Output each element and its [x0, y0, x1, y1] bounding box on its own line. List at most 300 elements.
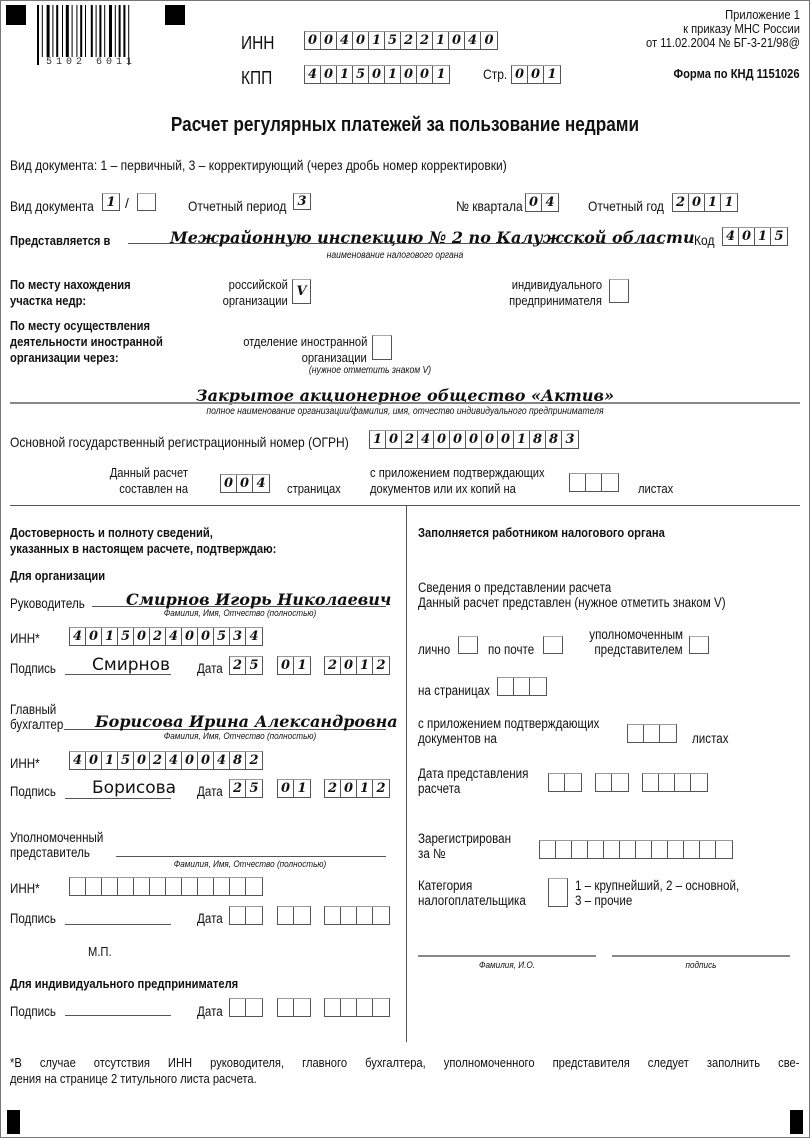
submission-info [418, 580, 726, 610]
accountant-date-day-cells[interactable] [229, 779, 263, 798]
representative-inn-label: ИНН* [10, 881, 40, 896]
digit-cell[interactable] [341, 907, 357, 924]
digit-cell[interactable]: 5 [118, 752, 134, 769]
ip-label-line: предпринимателя [509, 293, 602, 308]
director-label: Руководитель [10, 596, 85, 611]
digit-cell[interactable]: 1 [436, 67, 446, 82]
officer-pages-cells[interactable] [497, 677, 547, 696]
foreign-label-line: По месту осуществления [10, 318, 150, 333]
digit-cell[interactable]: 2 [230, 657, 246, 674]
quarter-label: № квартала [456, 198, 523, 214]
location-label [10, 277, 131, 309]
representative-date-label: Дата [197, 911, 223, 926]
organization-name[interactable]: Закрытое акционерное общество «Актив» [196, 386, 614, 405]
header-kpp-cells[interactable] [304, 65, 450, 84]
digit-cell[interactable]: 4 [256, 476, 266, 491]
category-label [418, 878, 526, 908]
digit-cell[interactable] [660, 725, 676, 742]
digit-cell[interactable] [230, 999, 246, 1016]
director-name[interactable]: Смирнов Игорь Николаевич [126, 590, 392, 609]
appendix-line: Приложение 1 [725, 7, 800, 22]
submission-date-label-line: Дата представления [418, 766, 529, 781]
digit-cell[interactable] [716, 841, 732, 858]
barcode-bar [66, 5, 69, 57]
digit-cell[interactable] [556, 841, 572, 858]
accountant-label-line: Главный [10, 702, 57, 717]
digit-cell[interactable] [570, 474, 586, 491]
category-hint-line: 3 – прочие [575, 893, 633, 908]
digit-cell[interactable] [700, 841, 716, 858]
pages-label-line: составлен на [119, 481, 188, 496]
digit-cell[interactable]: 1 [755, 228, 771, 245]
category-hint [575, 878, 739, 908]
digit-cell[interactable]: 4 [249, 629, 259, 644]
digit-cell[interactable] [668, 841, 684, 858]
barcode-bar [119, 5, 121, 57]
barcode-bar [128, 5, 129, 65]
digit-cell[interactable]: 0 [482, 431, 498, 448]
accountant-inn-cells[interactable] [69, 751, 263, 770]
digit-cell[interactable] [602, 474, 618, 491]
appendix-line: к приказу МНС России [683, 21, 800, 36]
digit-cell[interactable]: 2 [673, 194, 689, 211]
representative-date-year-cells[interactable] [324, 906, 390, 925]
digit-cell[interactable]: 0 [341, 657, 357, 674]
organization-underline [10, 402, 800, 404]
digit-cell[interactable] [278, 999, 294, 1016]
digit-cell[interactable] [565, 774, 581, 791]
digit-cell[interactable]: 1 [369, 32, 385, 49]
digit-cell[interactable] [644, 725, 660, 742]
ip-sign-label: Подпись [10, 1004, 56, 1019]
category-field[interactable] [548, 878, 568, 907]
digit-cell[interactable]: 5 [249, 658, 259, 673]
appendix-note [621, 8, 800, 50]
representative-caption: Фамилия, Имя, Отчество (полностью) [173, 859, 327, 870]
digit-cell[interactable]: 0 [341, 780, 357, 797]
confirm-heading [10, 525, 276, 557]
year-cells[interactable] [672, 193, 738, 212]
attach-label-line: с приложением подтверждающих [370, 465, 545, 480]
barcode-bar [52, 5, 53, 57]
digit-cell[interactable] [134, 878, 150, 895]
officer-fio-underline[interactable] [418, 955, 596, 957]
digit-cell[interactable]: 1 [547, 67, 557, 82]
digit-cell[interactable] [214, 878, 230, 895]
footnote-line: *В случае отсутствия ИНН руководителя, главного бухгалтера, уполномоченного представителя следует заполнить све- [10, 1055, 800, 1070]
digit-cell[interactable]: 1 [102, 628, 118, 645]
digit-cell[interactable]: 0 [134, 628, 150, 645]
digit-cell[interactable]: 0 [198, 628, 214, 645]
barcode-bar [109, 5, 112, 57]
digit-cell[interactable] [86, 878, 102, 895]
correction-number-field[interactable] [137, 193, 156, 211]
digit-cell[interactable]: 0 [369, 66, 385, 83]
digit-cell[interactable]: 4 [70, 628, 86, 645]
mark-hint: (нужное отметить знаком V) [308, 365, 432, 376]
digit-cell[interactable] [373, 907, 389, 924]
year-label: Отчетный год [588, 198, 664, 214]
digit-cell[interactable] [150, 878, 166, 895]
ip-label-line: индивидуального [511, 277, 602, 292]
in-person-checkbox[interactable] [458, 636, 478, 654]
corner-marker-bottom-left [7, 1110, 20, 1134]
digit-cell[interactable] [198, 878, 214, 895]
digit-cell[interactable]: 0 [134, 752, 150, 769]
digit-cell[interactable] [373, 999, 389, 1016]
digit-cell[interactable]: 5 [214, 628, 230, 645]
doc-type-hint: Вид документа: 1 – первичный, 3 – корректирующий (через дробь номер корректировки) [10, 157, 507, 173]
barcode-bar [72, 5, 73, 57]
digit-cell[interactable]: 4 [70, 752, 86, 769]
digit-cell[interactable]: 0 [353, 32, 369, 49]
russian-org-checkbox[interactable]: V [292, 279, 311, 304]
digit-cell[interactable]: 2 [401, 32, 417, 49]
doc-type-label: Вид документа [10, 198, 94, 214]
tax-officer-heading: Заполняется работником налогового органа [418, 525, 665, 540]
digit-cell[interactable] [498, 678, 514, 695]
digit-cell[interactable] [294, 999, 310, 1016]
by-representative-checkbox[interactable] [689, 636, 709, 654]
representative-sign-label: Подпись [10, 911, 56, 926]
accountant-sign-label: Подпись [10, 784, 56, 799]
digit-cell[interactable]: 1 [370, 431, 386, 448]
foreign-branch-checkbox[interactable] [372, 335, 392, 360]
digit-cell[interactable]: 0 [512, 66, 528, 83]
accountant-caption: Фамилия, Имя, Отчество (полностью) [163, 731, 317, 742]
director-inn-cells[interactable] [69, 627, 263, 646]
digit-cell[interactable] [684, 841, 700, 858]
digit-cell[interactable]: 5 [774, 229, 784, 244]
tax-authority-name[interactable]: Межрайонную инспекцию № 2 по Калужской области [170, 228, 695, 247]
submission-date-year-cells[interactable] [642, 773, 708, 792]
period-label: Отчетный период [188, 198, 287, 214]
digit-cell[interactable]: 2 [150, 628, 166, 645]
ip-sign-underline[interactable] [65, 1015, 171, 1016]
accountant-inn-label: ИНН* [10, 756, 40, 771]
digit-cell[interactable]: 0 [221, 475, 237, 492]
digit-cell[interactable] [70, 878, 86, 895]
director-date-label: Дата [197, 661, 223, 676]
digit-cell[interactable] [620, 841, 636, 858]
digit-cell[interactable]: 8 [230, 752, 246, 769]
digit-cell[interactable] [691, 774, 707, 791]
digit-cell[interactable] [246, 878, 262, 895]
corner-marker-top-right [165, 5, 185, 25]
digit-cell[interactable]: 4 [214, 752, 230, 769]
barcode-bar [96, 5, 97, 57]
digit-cell[interactable]: 1 [514, 431, 530, 448]
digit-cell[interactable]: 1 [297, 658, 307, 673]
header-inn-cells[interactable] [304, 31, 498, 50]
digit-cell[interactable] [612, 774, 628, 791]
digit-cell[interactable] [628, 725, 644, 742]
ip-checkbox[interactable] [609, 279, 629, 303]
digit-cell[interactable]: 4 [337, 32, 353, 49]
digit-cell[interactable] [357, 999, 373, 1016]
digit-cell[interactable] [341, 999, 357, 1016]
barcode-number: 5102 6011 [46, 57, 137, 68]
digit-cell[interactable] [357, 907, 373, 924]
digit-cell[interactable]: 1 [337, 66, 353, 83]
page-number-cells[interactable] [511, 65, 561, 84]
digit-cell[interactable]: 0 [321, 66, 337, 83]
attach-label [370, 465, 545, 497]
digit-cell[interactable]: 4 [723, 228, 739, 245]
confirm-heading-line: указанных в настоящем расчете, подтверждаю: [10, 541, 277, 556]
digit-cell[interactable]: 4 [305, 66, 321, 83]
digit-cell[interactable] [246, 999, 262, 1016]
foreign-label-line: деятельности иностранной [10, 334, 163, 349]
digit-cell[interactable]: 2 [325, 657, 341, 674]
digit-cell[interactable]: 4 [418, 431, 434, 448]
digit-cell[interactable]: 0 [401, 66, 417, 83]
digit-cell[interactable]: 0 [321, 32, 337, 49]
barcode-bar [91, 5, 93, 57]
digit-cell[interactable]: 2 [325, 780, 341, 797]
accountant-date-label: Дата [197, 784, 223, 799]
representative-inn-cells[interactable] [69, 877, 263, 896]
form-code: Форма по КНД 1151026 [673, 66, 800, 81]
representative-label-line: Уполномоченный [10, 830, 104, 845]
digit-cell[interactable]: 5 [118, 628, 134, 645]
submission-info-line: Сведения о представлении расчета [418, 580, 612, 595]
accountant-label [10, 702, 63, 732]
foreign-branch-label-line: организации [301, 350, 367, 365]
digit-cell[interactable]: 3 [230, 628, 246, 645]
digit-cell[interactable] [675, 774, 691, 791]
digit-cell[interactable] [182, 878, 198, 895]
digit-cell[interactable]: 0 [198, 752, 214, 769]
digit-cell[interactable]: 2 [417, 32, 433, 49]
director-caption: Фамилия, Имя, Отчество (полностью) [163, 608, 317, 619]
digit-cell[interactable]: 0 [739, 228, 755, 245]
accountant-date-year-cells[interactable] [324, 779, 390, 798]
attachment-sheets-cells[interactable] [569, 473, 619, 492]
section-divider [10, 505, 800, 506]
header-kpp-label: КПП [241, 68, 273, 88]
digit-cell[interactable] [586, 474, 602, 491]
digit-cell[interactable]: 2 [402, 431, 418, 448]
digit-cell[interactable]: 0 [449, 32, 465, 49]
digit-cell[interactable] [294, 907, 310, 924]
digit-cell[interactable]: 0 [528, 66, 544, 83]
digit-cell[interactable]: 0 [450, 431, 466, 448]
digit-cell[interactable] [549, 774, 565, 791]
digit-cell[interactable] [325, 999, 341, 1016]
footnote [10, 1055, 800, 1087]
confirm-heading-line: Достоверность и полноту сведений, [10, 525, 213, 540]
digit-cell[interactable]: 0 [86, 628, 102, 645]
digit-cell[interactable]: 0 [689, 194, 705, 211]
digit-cell[interactable]: 3 [565, 432, 575, 447]
digit-cell[interactable]: 0 [237, 475, 253, 492]
digit-cell[interactable]: 1 [705, 194, 721, 211]
digit-cell[interactable] [652, 841, 668, 858]
digit-cell[interactable]: 0 [526, 194, 542, 211]
ogrn-cells[interactable] [369, 430, 579, 449]
page-label: Стр. [483, 66, 508, 82]
digit-cell[interactable] [604, 841, 620, 858]
registration-number-cells[interactable] [539, 840, 733, 859]
for-ip-heading: Для индивидуального предпринимателя [10, 976, 239, 991]
digit-cell[interactable]: 1 [297, 781, 307, 796]
digit-cell[interactable]: 0 [278, 657, 294, 674]
digit-cell[interactable] [659, 774, 675, 791]
officer-attach-label [418, 716, 599, 746]
attach-label-line: документов или их копий на [370, 481, 516, 496]
digit-cell[interactable] [588, 841, 604, 858]
ip-date-month-cells[interactable] [277, 998, 311, 1017]
representative-date-day-cells[interactable] [229, 906, 263, 925]
submission-info-line: Данный расчет представлен (нужное отметить знаком V) [418, 595, 726, 610]
digit-cell[interactable]: 5 [353, 66, 369, 83]
ip-date-label: Дата [197, 1004, 223, 1019]
digit-cell[interactable]: 1 [433, 32, 449, 49]
digit-cell[interactable]: 0 [466, 431, 482, 448]
digit-cell[interactable]: 4 [166, 628, 182, 645]
director-date-day-cells[interactable] [229, 656, 263, 675]
officer-sign-underline[interactable] [612, 955, 790, 957]
digit-cell[interactable]: 1 [357, 780, 373, 797]
on-pages-label: на страницах [418, 683, 490, 698]
officer-fio-caption: Фамилия, И.О. [479, 960, 535, 971]
digit-cell[interactable] [643, 774, 659, 791]
representative-name-underline[interactable] [116, 856, 386, 857]
pages-label-line: Данный расчет [109, 465, 188, 480]
digit-cell[interactable] [230, 878, 246, 895]
director-sign-label: Подпись [10, 661, 56, 676]
russian-org-label-line: организации [222, 293, 288, 308]
representative-label [10, 830, 103, 860]
digit-cell[interactable] [540, 841, 556, 858]
digit-cell[interactable] [636, 841, 652, 858]
digit-cell[interactable] [118, 878, 134, 895]
digit-cell[interactable] [530, 678, 546, 695]
director-signature[interactable]: Смирнов [92, 655, 171, 675]
digit-cell[interactable]: 1 [385, 66, 401, 83]
period-field[interactable]: 3 [293, 193, 311, 210]
digit-cell[interactable]: 0 [182, 628, 198, 645]
director-date-month-cells[interactable] [277, 656, 311, 675]
foreign-label [10, 318, 163, 366]
barcode-bar [47, 5, 50, 57]
accountant-signature[interactable]: Борисова [92, 778, 177, 798]
digit-cell[interactable]: 4 [545, 195, 555, 210]
barcode-bar [37, 5, 39, 65]
digit-cell[interactable]: 0 [278, 780, 294, 797]
digit-cell[interactable]: 0 [305, 32, 321, 49]
location-label-line: участка недр: [10, 293, 87, 308]
digit-cell[interactable]: 0 [386, 431, 402, 448]
header-inn-label: ИНН [241, 33, 275, 53]
digit-cell[interactable]: 5 [385, 32, 401, 49]
foreign-label-line: организации через: [10, 350, 119, 365]
digit-cell[interactable]: 4 [465, 32, 481, 49]
digit-cell[interactable]: 5 [249, 781, 259, 796]
foreign-branch-label-line: отделение иностранной [242, 334, 367, 349]
column-divider [406, 505, 407, 1042]
representative-date-month-cells[interactable] [277, 906, 311, 925]
digit-cell[interactable]: 2 [376, 658, 386, 673]
digit-cell[interactable]: 0 [86, 752, 102, 769]
ip-date-day-cells[interactable] [229, 998, 263, 1017]
officer-attach-cells[interactable] [627, 724, 677, 743]
category-label-line: налогоплательщика [418, 893, 526, 908]
digit-cell[interactable] [246, 907, 262, 924]
registered-label-line: за № [418, 846, 446, 861]
pages-count-cells[interactable] [220, 474, 270, 493]
for-organization-heading: Для организации [10, 568, 106, 583]
digit-cell[interactable]: 0 [434, 431, 450, 448]
representative-sign-underline[interactable] [65, 924, 171, 925]
submission-date-day-cells[interactable] [548, 773, 582, 792]
digit-cell[interactable]: 1 [102, 752, 118, 769]
digit-cell[interactable] [572, 841, 588, 858]
digit-cell[interactable]: 2 [376, 781, 386, 796]
barcode-bar [80, 5, 82, 57]
digit-cell[interactable]: 0 [484, 33, 494, 48]
digit-cell[interactable] [102, 878, 118, 895]
footnote-line: дения на странице 2 титульного листа расчета. [10, 1071, 257, 1086]
accountant-sign-underline [65, 798, 171, 799]
registered-label [418, 831, 511, 861]
barcode-bar [99, 5, 101, 57]
digit-cell[interactable]: 0 [417, 66, 433, 83]
digit-cell[interactable]: 4 [166, 752, 182, 769]
digit-cell[interactable]: 0 [498, 431, 514, 448]
tax-authority-code-cells[interactable] [722, 227, 788, 246]
submission-date-month-cells[interactable] [595, 773, 629, 792]
digit-cell[interactable] [166, 878, 182, 895]
digit-cell[interactable]: 2 [230, 780, 246, 797]
ip-date-year-cells[interactable] [324, 998, 390, 1017]
stamp-label: М.П. [88, 944, 112, 959]
digit-cell[interactable] [278, 907, 294, 924]
barcode-bar [62, 5, 63, 57]
digit-cell[interactable]: 0 [182, 752, 198, 769]
director-date-year-cells[interactable] [324, 656, 390, 675]
accountant-name[interactable]: Борисова Ирина Александровна [95, 712, 398, 731]
by-representative-label-line: уполномоченным [589, 627, 683, 642]
accountant-label-line: бухгалтер [10, 717, 64, 732]
category-label-line: Категория [418, 878, 473, 893]
digit-cell[interactable] [230, 907, 246, 924]
officer-sign-caption: подпись [685, 960, 717, 971]
digit-cell[interactable] [325, 907, 341, 924]
digit-cell[interactable]: 1 [357, 657, 373, 674]
registered-label-line: Зарегистрирован [418, 831, 512, 846]
doc-type-field[interactable]: 1 [102, 193, 120, 211]
digit-cell[interactable]: 2 [150, 752, 166, 769]
barcode-bar [104, 5, 105, 57]
digit-cell[interactable]: 8 [546, 431, 562, 448]
by-representative-label-line: представителем [594, 642, 683, 657]
russian-org-label-line: российской [228, 277, 288, 292]
pages-suffix: страницах [287, 481, 341, 496]
page-title: Расчет регулярных платежей за пользование недрами [170, 114, 640, 136]
digit-cell[interactable] [596, 774, 612, 791]
digit-cell[interactable]: 1 [724, 195, 734, 210]
accountant-date-month-cells[interactable] [277, 779, 311, 798]
by-mail-checkbox[interactable] [543, 636, 563, 654]
quarter-cells[interactable] [525, 193, 559, 212]
digit-cell[interactable]: 2 [249, 753, 259, 768]
digit-cell[interactable] [514, 678, 530, 695]
digit-cell[interactable]: 8 [530, 431, 546, 448]
submitted-to-label: Представляется в [10, 233, 111, 248]
appendix-line: от 11.02.2004 № БГ-3-21/98@ [646, 35, 800, 50]
